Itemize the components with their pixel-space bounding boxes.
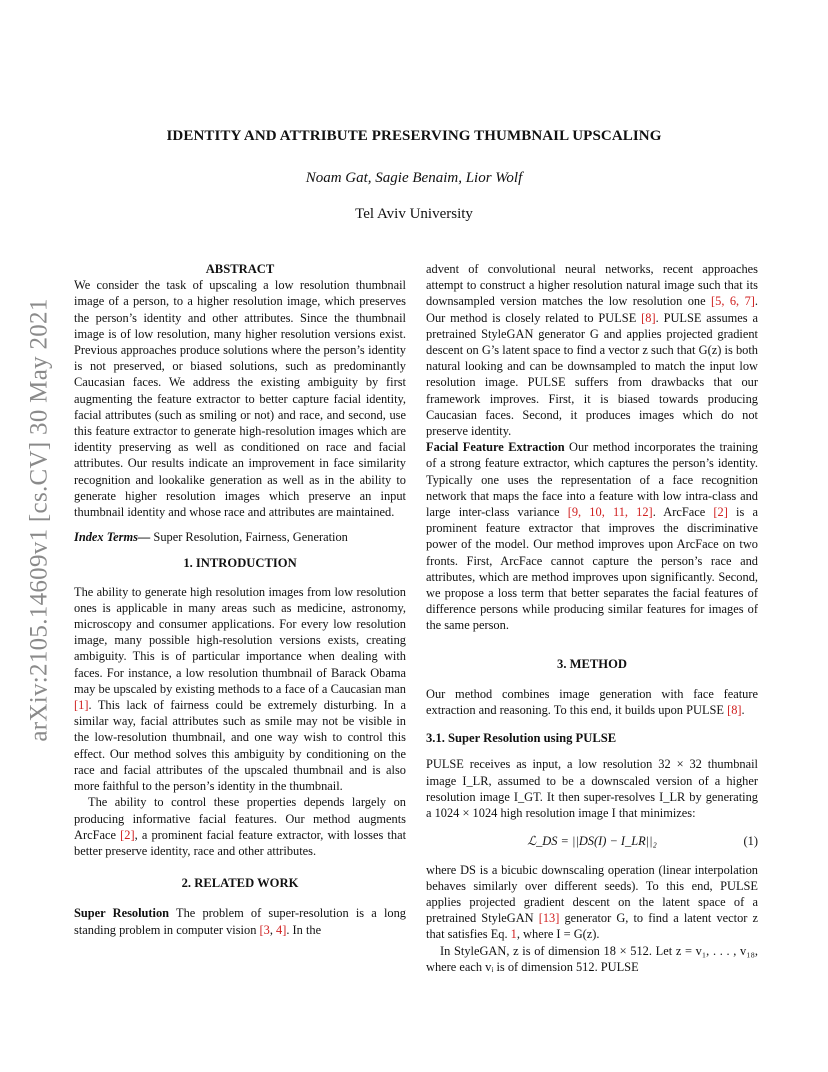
intro-p1-text-a: The ability to generate high resolution images from low resolution ones is applicable in many areas such as medicine, astronomy, microscopy and consumer applications. For every low resolution image, many possible high-resolution versions exists, creating ambiguity. This is of particular importance when dealing with faces. For instance, a low resolution thumbnail of Barack Obama may be upscaled by existing methods to a face of a Caucasian man [74, 584, 406, 696]
method-paragraph-4: In StyleGAN, z is of dimension 18 × 512. Let z = v₁, . . . , v₁₈, where each vᵢ is of dimension 512. PULSE [426, 943, 758, 974]
intro-p2-text-a: The ability to control these properties depends largely on producing informative facial features. Our method augments ArcFace [74, 795, 406, 842]
section-1-heading: 1. INTRODUCTION [183, 556, 297, 571]
citation-link[interactable]: [1] [74, 698, 89, 713]
arxiv-side-stamp [22, 270, 58, 770]
related-sr-text-a: The problem of super-resolution is a long standing problem in computer vision [74, 906, 406, 937]
facial-feature-extraction-label: Facial Feature Extraction [426, 440, 565, 455]
intro-p1-text-b: . This lack of fairness could be extremely disturbing. In a similar way, facial attributes such as smile may not be visible in the low-resolution thumbnail, and one way wish to control this effect. Our method solves this ambiguity by conditioning on the race and facial attributes of the upscaled thumbnail and is also more faithful to the person’s identity in the thumbnail. [74, 698, 406, 794]
left-column [74, 261, 406, 938]
super-resolution-label: Super Resolution [74, 906, 170, 921]
citation-link[interactable]: 4] [276, 922, 287, 937]
related-ffe-text-b: . ArcFace [652, 505, 714, 520]
method-p3-text-a: where DS is a bicubic downscaling operation (linear interpolation behaves similarly over different seeds). To this end, PULSE applies projected gradient descent on the latent space of a pretrained StyleGAN [426, 862, 758, 926]
intro-p2-text-b: , a prominent facial feature extractor, with losses that better preserve identity, race and other attributes. [74, 827, 407, 858]
related-facial-feature-extraction [426, 439, 758, 633]
equation-ref-link[interactable]: 1 [510, 927, 517, 942]
arxiv-id: arXiv:2105.14609v1 [cs.CV] 30 May 2021 [26, 298, 54, 742]
subsection-3-1-heading: 3.1. Super Resolution using PULSE [426, 731, 617, 746]
intro-paragraph-2 [74, 794, 406, 859]
citation-link[interactable]: [8] [641, 310, 656, 325]
paper-authors: Noam Gat, Sagie Benaim, Lior Wolf [305, 170, 523, 186]
equation-1 [426, 833, 758, 849]
related-ffe-text-c: is a prominent feature extractor that improves the discriminative power of the model. Our method improves upon ArcFace on two fronts. First, ArcFace cannot capture the person’s race and attributes, which are method improves upon significantly. Second, we propose a loss term that better separates the facial features of difference persons while producing similar features for images of the same person. [426, 505, 758, 633]
paper-title: IDENTITY AND ATTRIBUTE PRESERVING THUMBNAIL UPSCALING [166, 128, 662, 144]
abstract-body: We consider the task of upscaling a low resolution thumbnail image of a person, to a higher resolution image, which preserves the person’s identity and other attributes. Since the thumbnail image is of low resolution, many higher resolution versions exist. Previous approaches produce solutions where the person’s identity is not preserved, or biased solutions, such as predominantly Caucasian faces. We address the existing ambiguity by first augmenting the feature extractor to better capture facial identity, facial attributes (such as smiling or not) and race, and second, use this feature extractor to generate high-resolution images which are identity preserving as well as conditioned on race and facial attributes. Our results indicate an improvement in face similarity recognition and lookalike generation as well as in the ability to generate higher resolution images which preserve an input thumbnail identity and whose race and attributes are maintained. [74, 278, 406, 520]
index-terms [74, 529, 406, 545]
method-p1-text-a: Our method combines image generation with face feature extraction and reasoning. To this end, it builds upon PULSE [426, 686, 758, 718]
index-terms-value: Super Resolution, Fairness, Generation [153, 530, 348, 545]
right-column [426, 261, 758, 975]
citation-link[interactable]: [8] [727, 703, 742, 718]
equation-body: ℒ_DS = ||DS(I) − I_LR||₂ [527, 834, 657, 849]
section-3-heading: 3. METHOD [557, 656, 627, 671]
abstract-heading: ABSTRACT [205, 262, 275, 276]
method-p3-text-c: , where I = G(z). [516, 927, 600, 942]
method-paragraph-2: PULSE receives as input, a low resolution 32 × 32 thumbnail image I_LR, assumed to be a downscaled version of a higher resolution image I_GT. It then super-resolves I_LR by generating a 1024 × 1024 high resolution image I that minimizes: [426, 757, 758, 821]
related-ffe-text-a: Our method incorporates the training of a strong feature extractor, which captures the person’s identity. Typically one uses the representation of a face recognition network that maps the face into a feature with low intra-class and large inter-class variance [426, 440, 758, 520]
method-paragraph-3 [426, 862, 758, 943]
index-terms-label: Index Terms— [74, 530, 151, 545]
related-super-resolution-cont: advent of convolutional neural networks, recent approaches attempt to construct a higher resolution natural image such that its downsampled version matches the low resolution one [5, 6, 7]. Our method is closely related to PULSE [8]. PULSE assumes a pretrained StyleGAN generator G and applies projected gradient descent on G’s latent space to find a vector z such that G(z) is both natural looking and can be downsampled to match the input low resolution image. PULSE suffers from drawbacks that our framework improves. First, it is biased towards producing Caucasian faces. Second, it produces images which do not preserve identity. [426, 262, 758, 439]
citation-link[interactable]: [2] [713, 505, 728, 520]
citation-link[interactable]: [9, 10, 11, 12] [567, 505, 653, 520]
section-2-heading: 2. RELATED WORK [181, 876, 299, 891]
paper-affiliation: Tel Aviv University [355, 206, 473, 222]
equation-number: (1) [743, 834, 758, 849]
citation-link[interactable]: [13] [538, 911, 560, 926]
method-p3-text-b: generator G, to find a latent vector z that satisfies Eq. [426, 911, 758, 942]
related-super-resolution-start: Super Resolution The problem of super-resolution is a long standing problem in computer vision [3, 4]. In the [74, 906, 406, 937]
intro-paragraph-1 [74, 584, 406, 795]
related-sr-text-c: . Our method is closely related to PULSE [426, 294, 758, 325]
method-paragraph-1: Our method combines image generation with face feature extraction and reasoning. To this end, it builds upon PULSE [8]. [426, 686, 758, 718]
citation-link[interactable]: [3 [259, 922, 270, 937]
related-sr-text-d: . PULSE assumes a pretrained StyleGAN generator G and applies projected gradient descent on G’s latent space to find a vector z such that G(z) is both natural looking and can be downsampled to match the input low resolution image. PULSE suffers from drawbacks that our framework improves. First, it is biased towards producing Caucasian faces. Second, it produces images which do not preserve identity. [426, 310, 758, 439]
citation-link[interactable]: [2] [120, 827, 135, 842]
citation-link[interactable]: [5, 6, 7] [711, 294, 755, 309]
